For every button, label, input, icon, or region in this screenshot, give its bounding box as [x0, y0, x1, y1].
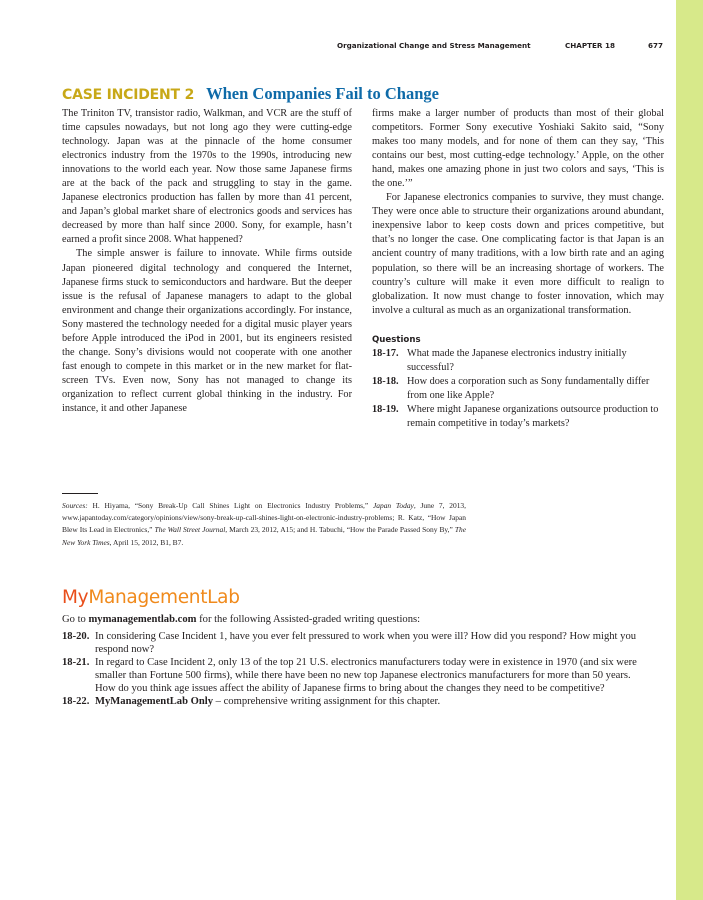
source-publication: Japan Today	[372, 501, 414, 510]
running-head-title: Organizational Change and Stress Management	[337, 41, 531, 50]
writing-question-number: 18-22.	[62, 696, 90, 708]
source-text: , April 15, 2012, B1, B7.	[109, 537, 184, 547]
running-head	[337, 41, 667, 53]
writing-question-item	[62, 657, 642, 695]
writing-question-text: – comprehensive writing assignment for this chapter.	[213, 696, 441, 708]
logo-my: My	[62, 587, 89, 608]
writing-question-item	[62, 631, 642, 656]
questions-list	[372, 347, 664, 431]
question-text: Where might Japanese organizations outsource production to remain competitive in today’s markets?	[407, 404, 659, 430]
question-number: 18-19.	[372, 404, 399, 416]
page-number: 677	[648, 41, 664, 50]
sources-label: Sources:	[62, 501, 88, 510]
question-number: 18-18.	[372, 376, 399, 388]
case-title: When Companies Fail to Change	[206, 84, 439, 103]
case-paragraph: The simple answer is failure to innovate. While firms outside Japan pioneered digital technology and conquered the Internet, Japanese firms stuck to semiconductors and hardware. But the deeper issue is the refusal of Japanese managers to adapt to the global environment and change their organizations accordingly. For instance, Sony mastered the technology needed for a digital music player years before Apple introduced the iPod in 2001, but its engineers resisted the change. Sony’s divisions would not cooperate with one another fast enough to compete in this market or in the new market for flat-screen TVs. Even now, Sony has not managed to change its organization to reflect current global thinking in the industry. For instance, it and other Japanese	[62, 248, 352, 414]
question-item	[372, 375, 664, 403]
mymanagementlab-logo	[62, 587, 240, 608]
writing-questions-list	[62, 631, 642, 710]
goto-instruction	[62, 613, 420, 627]
sources-note	[62, 500, 466, 549]
writing-question-item	[62, 696, 642, 709]
writing-question-text: In considering Case Incident 1, have you ever felt pressured to work when you were ill? How did you respond? How might you respond now?	[95, 631, 637, 655]
writing-question-number: 18-21.	[62, 657, 90, 669]
case-paragraph: For Japanese electronics companies to survive, they must change. They were once able to structure their organizations around abundant, inexpensive labor to keep costs down and prices competitive, but that’s no longer the case. One complicating factor is that Japan is an ancient country of many traditions, with a low birth rate and an aging population, so there will be an increasing shortage of workers. The country’s culture will make it even more difficult to realign to globalization. It now must change to foster innovation, which may involve a cultural as much as an organizational transformation.	[372, 192, 664, 316]
running-head-chapter: CHAPTER 18	[565, 41, 615, 50]
question-item	[372, 347, 664, 375]
source-text: , March 23, 2012, A15; and H. Tabuchi, “How the Parade Passed Sony By,”	[225, 525, 455, 535]
questions-heading: Questions	[372, 334, 421, 345]
logo-management-lab: ManagementLab	[88, 587, 240, 608]
goto-suffix: for the following Assisted-graded writing questions:	[196, 614, 421, 625]
case-right-column	[372, 107, 664, 432]
writing-question-lead: MyManagementLab Only	[95, 696, 214, 708]
case-paragraph-continued: firms make a larger number of products than most of their global competitors. Former Sony executive Yoshiaki Sakito said, “Sony makes too many models, and for none of them can they say, ‘This contains our best, most cutting-edge technology.’ Apple, on the other hand, makes one amazing phone in just two colors and says, ‘This is the one.’”	[372, 108, 664, 190]
source-text: , June 7, 2013, www.japantoday.com/category/opinions/view/sony-break-up-call-shines-light-on-electronic-industry-problems; R. Katz, “How Japan Blew Its Lead in Electronics,”	[62, 501, 466, 535]
writing-question-number: 18-20.	[62, 631, 90, 642]
goto-prefix: Go to	[62, 614, 89, 625]
source-publication: The Wall Street Journal	[154, 525, 226, 535]
chapter-color-tab	[676, 0, 703, 900]
question-number: 18-17.	[372, 347, 399, 359]
case-heading	[62, 79, 439, 106]
source-text: H. Hiyama, “Sony Break-Up Call Shines Light on Electronics Industry Problems,”	[87, 501, 373, 510]
case-paragraph: The Triniton TV, transistor radio, Walkman, and VCR are the stuff of time capsules nowadays, but not long ago they were cutting-edge technology. Japan was at the pinnacle of the home consumer electronics industry from the 1970s to the 1990s, introducing new innovations to the world each year. Now those same Japanese firms are at the back of the pack and struggling to stay in the game. Japanese electronics production has fallen by more than 41 percent, and Japan’s global market share of electronics goods and services has decreased by more than half since 2000. Sony, for example, hasn’t earned a profit since 2008. What happened?	[62, 108, 352, 246]
question-text: How does a corporation such as Sony fundamentally differ from one like Apple?	[407, 376, 650, 401]
question-text: What made the Japanese electronics industry initially successful?	[407, 347, 627, 373]
case-left-column	[62, 107, 352, 416]
footnote-rule	[62, 493, 98, 494]
writing-question-text: In regard to Case Incident 2, only 13 of the top 21 U.S. electronics manufacturers today were in existence in 1970 (and six were smaller than Fortune 500 firms), while there have been no new top Japanese electronics manufacturers for more than 50 years. How do you think age issues affect the ability of Japanese firms to bring about the changes they need to be competitive?	[95, 657, 637, 694]
mymanagementlab-link[interactable]: mymanagementlab.com	[88, 614, 197, 625]
question-item	[372, 403, 664, 431]
source-publication: The New York Times	[62, 525, 466, 547]
case-label: CASE INCIDENT 2	[62, 87, 195, 103]
